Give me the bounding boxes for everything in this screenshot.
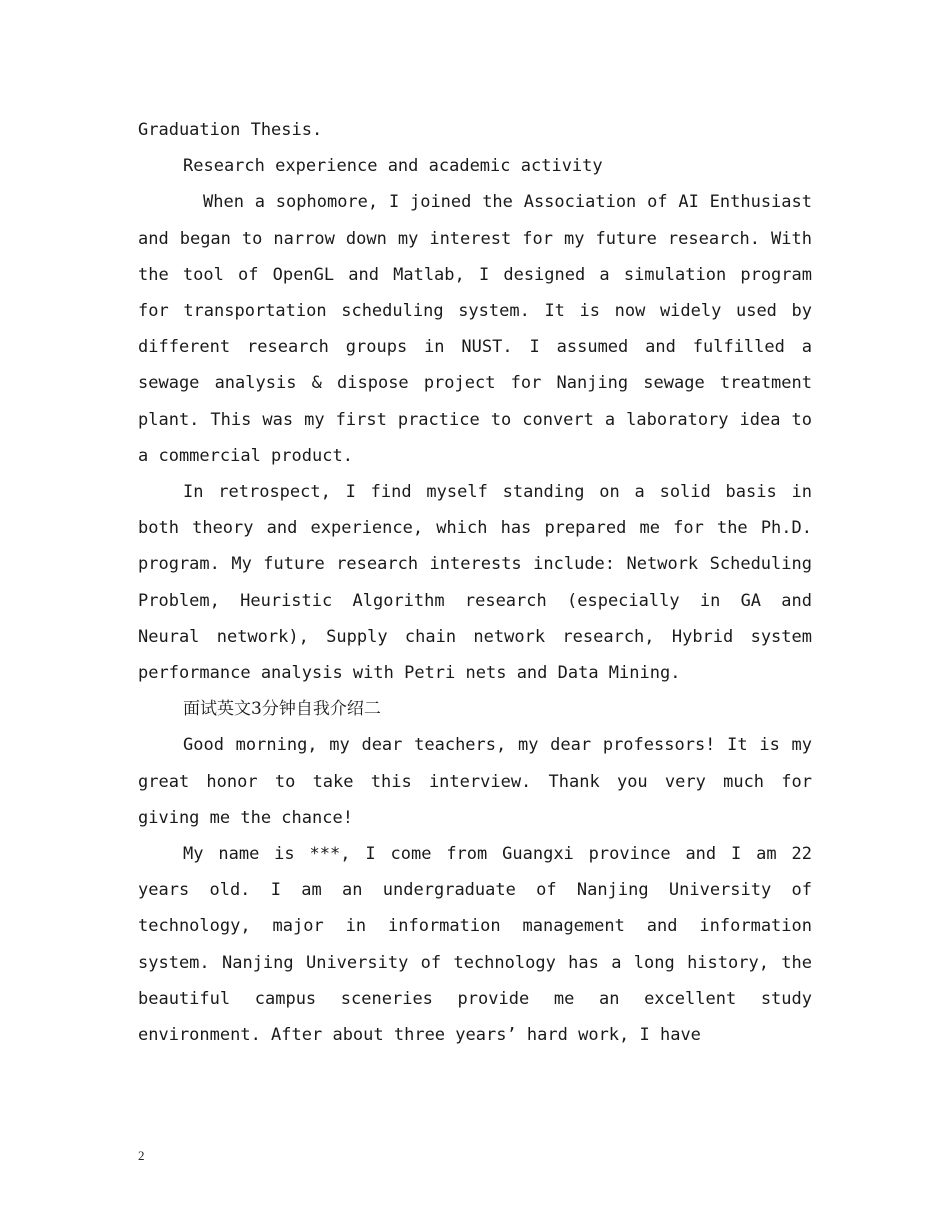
paragraph-retrospect: In retrospect, I find myself standing on a solid basis in both theory and experience, which has prepared me for the Ph.D. program. My future research interests include: Network Scheduling Problem, Heuristic Algorithm research (especially in GA and Neural network), Supply chain network research, Hybrid system performance analysis with Petri nets and Data Mining. [138, 482, 812, 684]
page-number: 2 [138, 1148, 145, 1163]
paragraph-introduction: My name is ***, I come from Guangxi province and I am 22 years old. I am an undergraduate of Nanjing University of technology, major in information management and information system. Nanjing University of technology has a long history, the beautiful campus sceneries provide me an excellent study environment. After about three years’ hard work, I have [138, 844, 812, 1046]
section-heading-research: Research experience and academic activity [183, 156, 603, 177]
paragraph-greeting: Good morning, my dear teachers, my dear professors! It is my great honor to take this interview. Thank you very much for giving me the chance! [138, 735, 812, 828]
paragraph-sophomore: When a sophomore, I joined the Association of AI Enthusiast and began to narrow down my interest for my future research. With the tool of OpenGL and Matlab, I designed a simulation program for transportation scheduling system. It is now widely used by different research groups in NUST. I assumed and fulfilled a sewage analysis & dispose project for Nanjing sewage treatment plant. This was my first practice to convert a laboratory idea to a commercial product. [138, 192, 812, 466]
paragraph-thesis-line: Graduation Thesis. [138, 120, 323, 140]
section-heading-interview: 面试英文3分钟自我介绍二 [183, 699, 381, 720]
body-text [138, 112, 812, 1053]
